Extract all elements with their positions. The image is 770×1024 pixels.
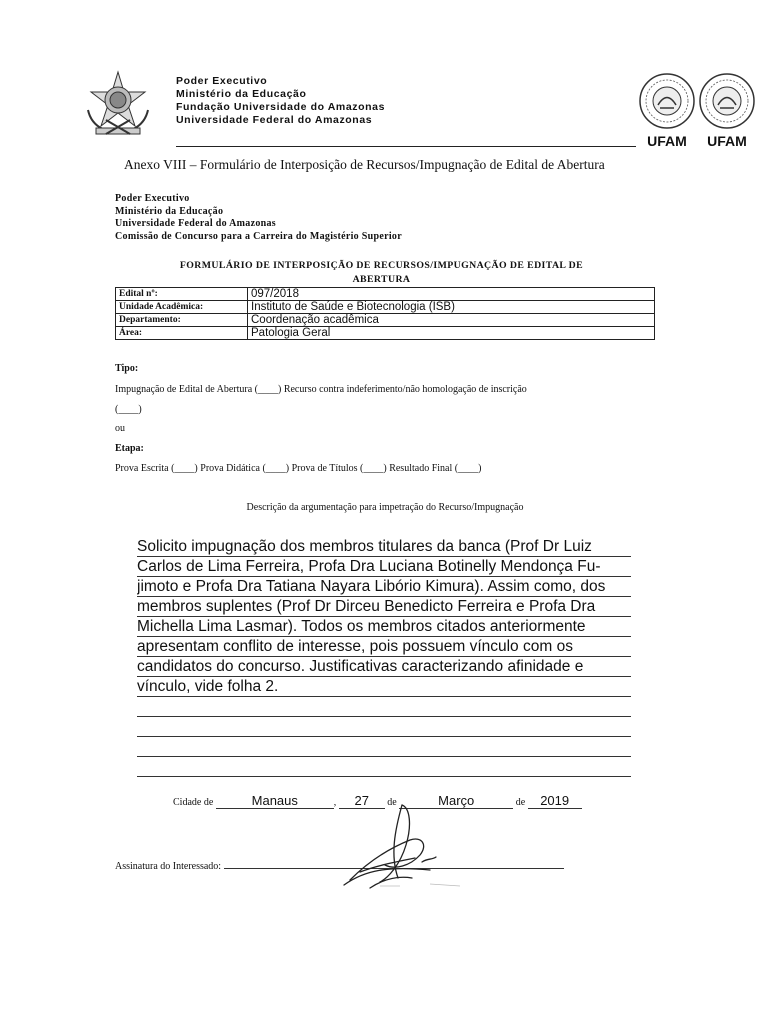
ufam-logo xyxy=(638,72,696,149)
ano-value: 2019 xyxy=(528,793,582,809)
ufam-seal-icon xyxy=(698,72,756,130)
area-value: Patologia Geral xyxy=(248,327,655,340)
table-row xyxy=(116,314,655,327)
ufam-label: UFAM xyxy=(647,133,687,149)
argument-text-block xyxy=(137,537,631,777)
table-row xyxy=(116,288,655,301)
annex-title: Anexo VIII – Formulário de Interposição de Recursos/Impugnação de Edital de Abertura xyxy=(124,157,605,172)
subheader-line: Comissão de Concurso para a Carreira do Magistério Superior xyxy=(115,230,402,242)
tipo-label: Tipo: xyxy=(115,363,139,374)
header-divider xyxy=(176,146,636,147)
argument-line: membros suplentes (Prof Dr Dirceu Benedicto Ferreira e Profa Dra xyxy=(137,597,631,617)
argument-line: jimoto e Profa Dra Tatiana Nayara Libório Kimura). Assim como, dos xyxy=(137,577,631,597)
de-text: de xyxy=(387,797,397,808)
unidade-label: Unidade Acadêmica: xyxy=(116,301,248,314)
table-row xyxy=(116,301,655,314)
argument-line xyxy=(137,717,631,737)
sub-header xyxy=(115,193,402,243)
handwritten-signature-icon xyxy=(340,800,480,895)
cidade-value: Manaus xyxy=(216,793,334,809)
ufam-label: UFAM xyxy=(707,133,747,149)
date-line: Cidade de Manaus , 27 de Março de 2019 xyxy=(173,793,582,809)
form-title-line-1: FORMULÁRIO DE INTERPOSIÇÃO DE RECURSOS/IMPUGNAÇÃO DE EDITAL DE xyxy=(179,260,584,271)
edital-value: 097/2018 xyxy=(248,288,655,301)
argument-line: Carlos de Lima Ferreira, Profa Dra Luciana Botinelly Mendonça Fu- xyxy=(137,557,631,577)
brazil-coat-of-arms-icon xyxy=(82,70,154,138)
subheader-line: Ministério da Educação xyxy=(115,205,224,217)
header-line: Universidade Federal do Amazonas xyxy=(176,114,373,126)
edital-info-table xyxy=(115,287,655,340)
form-title-line-2: ABERTURA xyxy=(352,273,411,285)
tipo-options: Impugnação de Edital de Abertura (____) Recurso contra indeferimento/não homologação de inscrição xyxy=(115,384,527,395)
cidade-label: Cidade de xyxy=(173,797,214,808)
departamento-label: Departamento: xyxy=(116,314,248,327)
argument-line: vínculo, vide folha 2. xyxy=(137,677,631,697)
departamento-value: Coordenação acadêmica xyxy=(248,314,655,327)
subheader-line: Universidade Federal do Amazonas xyxy=(115,218,276,229)
form-title xyxy=(115,259,648,286)
tipo-options-cont: (____) xyxy=(115,404,142,415)
argument-line xyxy=(137,737,631,757)
ufam-seal-icon xyxy=(638,72,696,130)
argument-line: candidatos do concurso. Justificativas caracterizando afinidade e xyxy=(137,657,631,677)
dia-value: 27 xyxy=(339,793,385,809)
table-row xyxy=(116,327,655,340)
mes-value: Março xyxy=(399,793,513,809)
argument-line: apresentam conflito de interesse, pois possuem vínculo com os xyxy=(137,637,631,657)
area-label: Área: xyxy=(116,327,248,340)
etapa-label: Etapa: xyxy=(115,443,144,454)
header-line: Ministério da Educação xyxy=(176,88,307,100)
header-line: Fundação Universidade do Amazonas xyxy=(176,101,386,113)
de-text: de xyxy=(515,797,526,808)
argument-line: Solicito impugnação dos membros titulares da banca (Prof Dr Luiz xyxy=(137,537,631,557)
header-line: Poder Executivo xyxy=(176,75,268,87)
argument-line xyxy=(137,757,631,777)
etapa-options: Prova Escrita (____) Prova Didática (____) Prova de Títulos (____) Resultado Final (____) xyxy=(115,463,482,474)
ou-text: ou xyxy=(115,423,125,434)
argument-line: Michella Lima Lasmar). Todos os membros citados anteriormente xyxy=(137,617,631,637)
top-header xyxy=(176,75,385,127)
subheader-line: Poder Executivo xyxy=(115,193,190,204)
edital-label: Edital nº: xyxy=(116,288,248,301)
ufam-logo xyxy=(698,72,756,149)
signature-label: Assinatura do Interessado: xyxy=(115,861,222,872)
descricao-label: Descrição da argumentação para impetração do Recurso/Impugnação xyxy=(246,502,524,513)
argument-line xyxy=(137,697,631,717)
unidade-value: Instituto de Saúde e Biotecnologia (ISB) xyxy=(248,301,655,314)
